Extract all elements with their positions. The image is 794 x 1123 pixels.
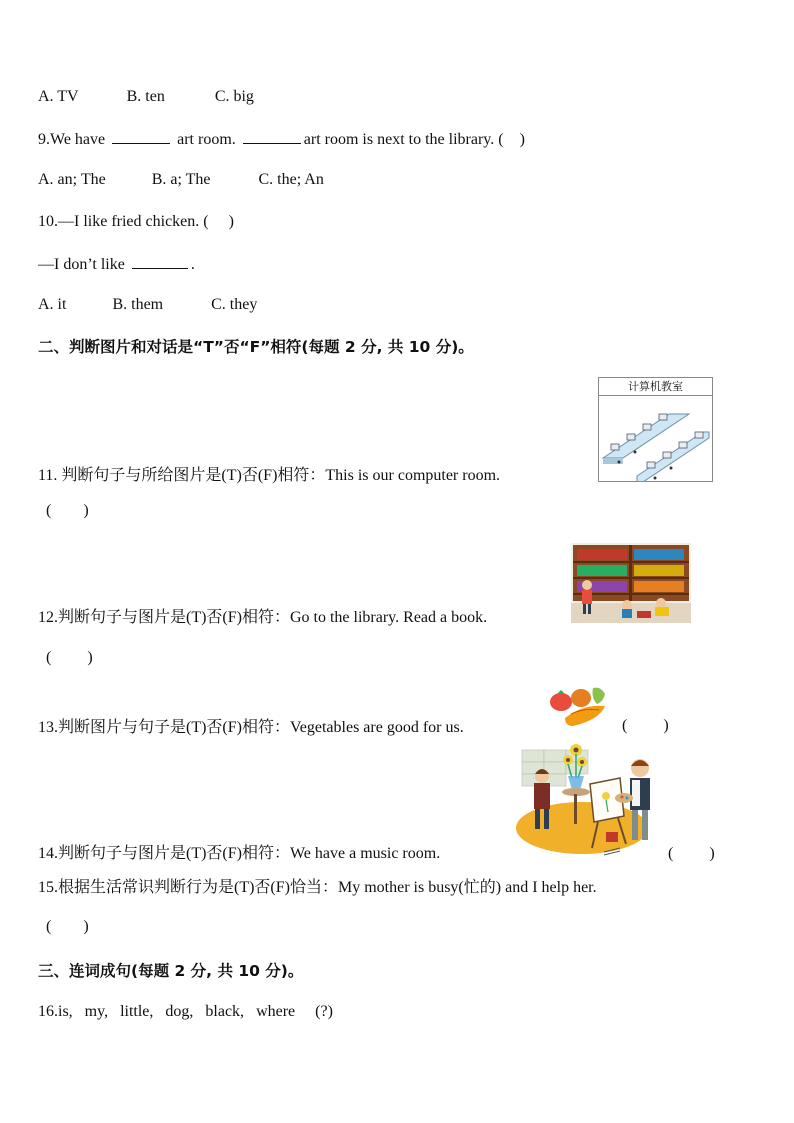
q9-number: 9. (38, 131, 50, 148)
vegetables-image (543, 684, 613, 732)
q10-line1: 10.—I like fried chicken. ( ) (38, 213, 234, 230)
q10-line2-end: . (190, 256, 195, 273)
library-drawing (571, 543, 691, 623)
q12-question: 12.判断句子与图片是(T)否(F)相符：Go to the library. Read a book. (38, 609, 488, 626)
q16-word-1: is, (58, 1003, 73, 1020)
computer-room-image (598, 377, 713, 482)
painting-scene-image (516, 740, 658, 860)
q11-question: 11. 判断句子与所给图片是(T)否(F)相符：This is our computer room. (38, 467, 501, 484)
q13-question: 13.判断图片与句子是(T)否(F)相符：Vegetables are good for us. (38, 719, 464, 736)
q9-blank-1[interactable] (112, 129, 170, 144)
q9-part3: art room is next to the library. (303, 131, 495, 148)
q10-line2-text: —I don’t like (38, 256, 125, 273)
q15-question: 15.根据生活常识判断行为是(T)否(F)恰当：My mother is busy(忙的) and I help her. (38, 879, 597, 896)
q16-word-2: my, (84, 1003, 109, 1020)
q9-option-c: C. the; An (258, 171, 324, 188)
q9-question (38, 129, 525, 150)
section-2-heading: 二、判断图片和对话是“T”否“F”相符(每题 2 分, 共 10 分)。 (38, 338, 474, 356)
q14-answer-paren[interactable]: ( ) (668, 845, 715, 862)
painting-scene-drawing (516, 740, 658, 860)
q8-option-b: B. ten (126, 88, 165, 105)
q16-number: 16. (38, 1003, 58, 1020)
computer-room-drawing (599, 396, 712, 482)
q10-option-c: C. they (211, 296, 258, 313)
vegetables-drawing (543, 684, 613, 732)
q16-word-5: black, (205, 1003, 245, 1020)
library-image (571, 543, 691, 623)
q9-answer-paren[interactable]: ( ) (498, 131, 525, 148)
q8-option-c: C. big (214, 88, 254, 105)
q9-part1: We have (50, 131, 106, 148)
q10-option-b: B. them (112, 296, 164, 313)
q16-word-4: dog, (165, 1003, 194, 1020)
q16-question (38, 1002, 333, 1022)
q8-options (38, 87, 254, 107)
q11-answer-paren[interactable]: ( ) (46, 502, 89, 519)
q16-word-3: little, (120, 1003, 154, 1020)
q9-blank-2[interactable] (243, 129, 301, 144)
q9-option-a: A. an; The (38, 171, 106, 188)
q8-option-a: A. TV (38, 88, 79, 105)
section-3-heading: 三、连词成句(每题 2 分, 共 10 分)。 (38, 962, 304, 980)
q16-word-6: where (256, 1003, 296, 1020)
computer-room-label: 计算机教室 (599, 378, 712, 396)
q10-line2 (38, 254, 195, 275)
q9-options (38, 170, 324, 190)
q9-option-b: B. a; The (151, 171, 211, 188)
q16-word-7: (?) (315, 1003, 333, 1020)
q12-answer-paren[interactable]: ( ) (46, 649, 93, 666)
q13-answer-paren[interactable]: ( ) (622, 717, 669, 734)
q10-options (38, 295, 257, 315)
q9-part2: art room. (177, 131, 236, 148)
q10-blank[interactable] (132, 254, 188, 269)
q15-answer-paren[interactable]: ( ) (46, 918, 89, 935)
q10-option-a: A. it (38, 296, 67, 313)
q14-question: 14.判断句子与图片是(T)否(F)相符：We have a music room. (38, 845, 441, 862)
